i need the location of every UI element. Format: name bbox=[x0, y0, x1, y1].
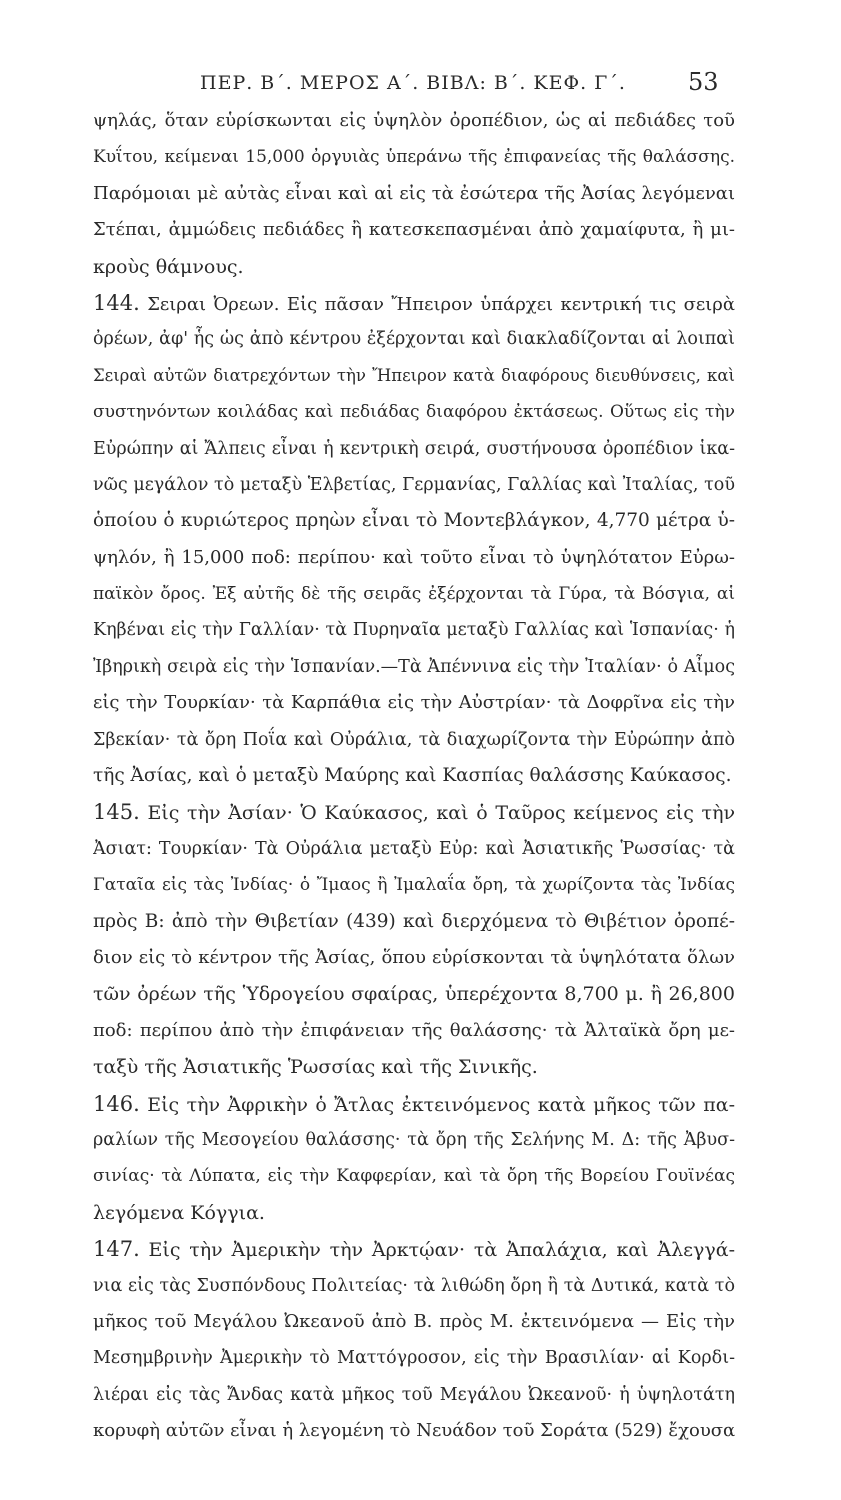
text-line bbox=[93, 904, 735, 940]
line-text: νια εἰς τὰς Συσπόνδους Πολιτείας· τὰ λιθώδη ὄρη ἢ τὰ Δυτικά, κατὰ τὸ bbox=[93, 1275, 735, 1296]
text-line bbox=[93, 940, 735, 976]
line-text: μῆκος τοῦ Μεγάλου Ὠκεανοῦ ἀπὸ Β. πρὸς Μ. ἐκτεινόμενα — Εἰς τὴν bbox=[93, 1310, 735, 1332]
text-line bbox=[93, 831, 735, 867]
section-first-line bbox=[93, 794, 735, 830]
line-text: συστηνόντων κοιλάδας καὶ πεδιάδας διαφόρου ἐκτάσεως. Οὕτως εἰς τὴν bbox=[93, 402, 735, 423]
page-number: 53 bbox=[688, 68, 719, 96]
line-text: ὀρέων, ἀφ' ἧς ὡς ἀπὸ κέντρου ἐξέρχονται καὶ διακλαδίζονται αἱ λοιπαὶ bbox=[93, 329, 735, 350]
section-number: 147. bbox=[93, 1237, 140, 1262]
line-text: σινίας· τὰ Λύπατα, εἰς τὴν Καφφερίαν, καὶ τὰ ὄρη τῆς Βορείου Γουϊνέας bbox=[93, 1166, 735, 1187]
section-first-line bbox=[93, 1231, 735, 1267]
running-title: ΠΕΡ. Β΄. ΜΕΡΟΣ Α΄. ΒΙΒΛ: Β΄. ΚΕΦ. Γ΄. bbox=[200, 72, 626, 94]
line-text: Σειραὶ αὐτῶν διατρεχόντων τὴν Ἤπειρον κατὰ διαφόρους διευθύνσεις, καὶ bbox=[93, 365, 735, 385]
text-line bbox=[93, 1049, 735, 1085]
line-text: Εἰς τὴν Ἀμερικὴν τὴν Ἀρκτῴαν· τὰ Ἀπαλάχια, καὶ Ἀλεγγά- bbox=[148, 1239, 735, 1262]
section-number: 144. bbox=[93, 290, 140, 315]
line-text: εἰς τὴν Τουρκίαν· τὰ Καρπάθια εἰς τὴν Αὐστρίαν· τὰ Δοφρῖνα εἰς τὴν bbox=[93, 692, 735, 714]
text-line bbox=[93, 321, 735, 357]
text-line bbox=[93, 758, 735, 794]
line-text: νῶς μεγάλον τὸ μεταξὺ Ἑλβετίας, Γερμανίας, Γαλλίας καὶ Ἰταλίας, τοῦ bbox=[93, 474, 735, 495]
line-text: λεγόμενα Κόγγια. bbox=[93, 1201, 265, 1224]
text-line bbox=[93, 103, 735, 139]
line-text: λιέραι εἰς τὰς Ἄνδας κατὰ μῆκος τοῦ Μεγάλου Ὠκεανοῦ· ἡ ὑψηλοτάτη bbox=[93, 1384, 735, 1405]
text-line bbox=[93, 176, 735, 212]
line-text: Στέπαι, ἀμμώδεις πεδιάδες ἢ κατεσκεπασμέναι ἀπὸ χαμαίφυτα, ἢ μι- bbox=[93, 219, 735, 241]
line-text: πρὸς Β: ἀπὸ τὴν Θιβετίαν (439) καὶ διερχόμενα τὸ Θιβέτιον ὀροπέ- bbox=[93, 910, 735, 932]
text-line bbox=[93, 1122, 735, 1158]
text-line bbox=[93, 1195, 735, 1231]
text-line bbox=[93, 685, 735, 721]
text-line bbox=[93, 722, 735, 758]
line-text: διον εἰς τὸ κέντρον τῆς Ἀσίας, ὅπου εὑρίσκονται τὰ ὑψηλότατα ὅλων bbox=[93, 946, 735, 968]
text-line bbox=[93, 139, 735, 175]
line-text: ταξὺ τῆς Ἀσιατικῆς Ῥωσσίας καὶ τῆς Σινικῆς. bbox=[93, 1056, 538, 1079]
text-line bbox=[93, 649, 735, 685]
line-text: ψηλόν, ἢ 15,000 ποδ: περίπου· καὶ τοῦτο εἶναι τὸ ὑψηλότατον Εὐρω- bbox=[93, 546, 735, 568]
text-line bbox=[93, 503, 735, 539]
text-line bbox=[93, 1013, 735, 1049]
line-text: Εἰς τὴν Ἀφρικὴν ὁ Ἄτλας ἐκτεινόμενος κατὰ μῆκος τῶν πα- bbox=[147, 1093, 735, 1116]
line-text: Ἀσιατ: Τουρκίαν· Τὰ Οὐράλια μεταξὺ Εὐρ: καὶ Ἀσιατικῆς Ῥωσσίας· τὰ bbox=[93, 838, 735, 859]
line-text: Παρόμοιαι μὲ αὐτὰς εἶναι καὶ αἱ εἰς τὰ ἐσώτερα τῆς Ἀσίας λεγόμεναι bbox=[93, 182, 735, 204]
text-line bbox=[93, 1413, 735, 1449]
line-text: κορυφὴ αὐτῶν εἶναι ἡ λεγομένη τὸ Νευάδον τοῦ Σοράτα (529) ἔχουσα bbox=[93, 1420, 735, 1442]
line-text: κροὺς θάμνους. bbox=[93, 255, 244, 278]
running-head bbox=[0, 68, 841, 102]
text-line bbox=[93, 1268, 735, 1304]
line-text: Γαταῖα εἰς τὰς Ἰνδίας· ὁ Ἴμαος ἢ Ἰμαλαΐα ὄρη, τὰ χωρίζοντα τὰς Ἰνδίας bbox=[93, 875, 735, 896]
text-line bbox=[93, 431, 735, 467]
text-line bbox=[93, 576, 735, 612]
section-number: 146. bbox=[93, 1091, 140, 1116]
line-text: ποδ: περίπου ἀπὸ τὴν ἐπιφάνειαν τῆς θαλάσσης· τὰ Ἀλταϊκὰ ὄρη με- bbox=[93, 1019, 735, 1041]
section-first-line bbox=[93, 285, 735, 321]
text-line bbox=[93, 1304, 735, 1340]
text-line bbox=[93, 467, 735, 503]
line-text: Κηβέναι εἰς τὴν Γαλλίαν· τὰ Πυρηναῖα μεταξὺ Γαλλίας καὶ Ἱσπανίας· ἡ bbox=[93, 620, 735, 641]
text-line bbox=[93, 212, 735, 248]
text-line bbox=[93, 249, 735, 285]
text-line bbox=[93, 394, 735, 430]
line-text: ψηλάς, ὅταν εὑρίσκωνται εἰς ὑψηλὸν ὀροπέδιον, ὡς αἱ πεδιάδες τοῦ bbox=[93, 110, 735, 131]
body-text bbox=[93, 103, 735, 1449]
text-line bbox=[93, 1158, 735, 1194]
line-text: ραλίων τῆς Μεσογείου θαλάσσης· τὰ ὄρη τῆς Σελήνης Μ. Δ: τῆς Ἀβυσ- bbox=[93, 1129, 735, 1150]
line-text: τῶν ὀρέων τῆς Ὑδρογείου σφαίρας, ὑπερέχοντα 8,700 μ. ἢ 26,800 bbox=[93, 983, 735, 1006]
text-line bbox=[93, 1340, 735, 1376]
line-text: παϊκὸν ὄρος. Ἐξ αὐτῆς δὲ τῆς σειρᾶς ἐξέρχονται τὰ Γύρα, τὰ Βόσγια, αἱ bbox=[93, 584, 735, 605]
line-text: Μεσημβρινὴν Ἀμερικὴν τὸ Ματτόγροσον, εἰς τὴν Βρασιλίαν· αἱ Κορδι- bbox=[93, 1348, 735, 1369]
line-text: ὁποίου ὁ κυριώτερος πρηὼν εἶναι τὸ Μοντεβλάγκον, 4,770 μέτρα ὑ- bbox=[93, 510, 735, 532]
text-line bbox=[93, 358, 735, 394]
section-first-line bbox=[93, 1086, 735, 1122]
line-text: Εἰς τὴν Ἀσίαν· Ὁ Καύκασος, καὶ ὁ Ταῦρος κείμενος εἰς τὴν bbox=[147, 802, 735, 825]
text-line bbox=[93, 867, 735, 903]
text-line bbox=[93, 612, 735, 648]
text-line bbox=[93, 976, 735, 1012]
section-number: 145. bbox=[93, 800, 140, 825]
line-text: Κυΐτου, κείμεναι 15,000 ὀργυιὰς ὑπεράνω τῆς ἐπιφανείας τῆς θαλάσσης. bbox=[93, 147, 735, 168]
line-text: τῆς Ἀσίας, καὶ ὁ μεταξὺ Μαύρης καὶ Κασπίας θαλάσσης Καύκασος. bbox=[93, 765, 732, 787]
line-text: Σειραι Ὀρεων. Εἰς πᾶσαν Ἤπειρον ὑπάρχει κεντρική τις σειρὰ bbox=[147, 293, 735, 315]
text-line bbox=[93, 1377, 735, 1413]
text-line bbox=[93, 540, 735, 576]
line-text: Ἰβηρικὴ σειρὰ εἰς τὴν Ἱσπανίαν.—Τὰ Ἀπέννινα εἰς τὴν Ἰταλίαν· ὁ Αἶμος bbox=[93, 656, 735, 677]
line-text: Εὐρώπην αἱ Ἄλπεις εἶναι ἡ κεντρικὴ σειρά, συστήνουσα ὀροπέδιον ἱκα- bbox=[93, 438, 735, 459]
line-text: Σβεκίαν· τὰ ὄρη Ποΐα καὶ Οὐράλια, τὰ διαχωρίζοντα τὴν Εὐρώπην ἀπὸ bbox=[93, 729, 735, 750]
